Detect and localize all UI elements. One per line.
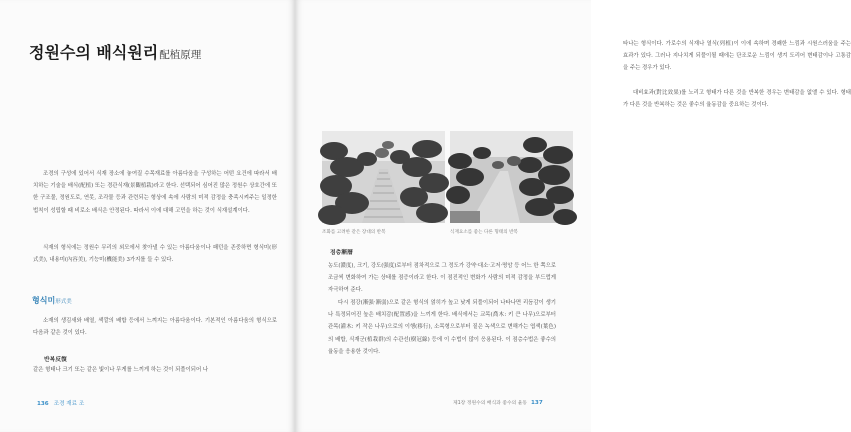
- chapter-title: [29, 40, 201, 63]
- subheading-repeat-hanja: 反復: [55, 357, 67, 363]
- gradation-paragraph-2: 다시 점강(漸强·漸弱)으로 같은 형식의 얽히가 높고 낮게 되풀이되어 나타나면 리듬감이 생기나 특정되어진 높은 배치감(配置感)을 느끼게 한다. 배식에서는 교목(喬木: 키 큰 나무)으로부터 관목(灌木: 키 작은 나무)으로의 이행(移行), 소목형으로부터 짙은 녹색으로 변해가는 엽색(葉色)의 배합, 식재군(植栽群)의 수관선(樹冠線) 등에 이 수법이 많이 응용된다. 이 점층수법은 좋수의 율동을 응용한 것이다.: [328, 300, 556, 355]
- title-main: 정원수의 배식원리: [29, 43, 159, 62]
- left-folio: [37, 399, 84, 407]
- right-page-number: 137: [531, 400, 543, 406]
- photo-1-caption: 조화를 고려한 같은 장대의 반복: [322, 230, 386, 235]
- gradation-paragraph: 농도(濃度), 크기, 강도(强度)로부터 점차적으로 그 정도가 강약·대소·고저·명암 등 어느 한 쪽으로 조금씩 변화하여 가는 상태를 점증이라고 한다. 이 점진적인 변화가 사람의 미적 감정을 부드럽게 자극하여 준다.: [328, 263, 556, 294]
- right-running-title: 제1장 정원수의 배식과 좋수의 율동: [453, 401, 528, 406]
- intro-paragraph-2: 식재의 형식에는 정원수 무리의 외모에서 찾아낼 수 있는 아름다움이나 패턴을 존중하면 형식미(形式美), 내용미(內容美), 기능미(機能美) 3가지를 들 수 있다.: [33, 245, 277, 264]
- left-page-number: 136: [37, 401, 49, 407]
- repeat-paragraph: 같은 형태나 크기 또는 같은 빛이나 무게를 느끼게 하는 것이 되풀이되어 나: [33, 367, 209, 373]
- intro-paragraph-1: 조경의 구성에 있어서 식재 장소에 놓여질 수목재료를 아름다움을 구성하는 어떤 요건에 따라서 배치하는 기술을 배식(配植) 또는 경관식재(景觀植栽)라고 한다. 선택되어 심어진 많은 정원수 상호간에 또한 구조물, 정원도로, 연못, 조각물 등과 관련되는 형상에 속에 사람의 미적 감정을 충족시켜주는 일정한 법칙이 성립할 때 비로소 배식은 안정된다. 따라서 이에 대해 고민을 하는 것이 식재설계이다.: [33, 171, 277, 214]
- subheading-repeat-text: 반복: [44, 357, 56, 363]
- subheading-gradation-text: 점층: [330, 250, 342, 256]
- photo-path-pines: [450, 131, 573, 223]
- section-paragraph: 소재의 생김새와 배열, 색깔의 배합 등에서 느껴지는 아름다움이다. 기본적인 아름다움의 형식으로 다음과 같은 것이 있다.: [33, 318, 277, 337]
- right-folio: [453, 399, 543, 406]
- section-heading: [32, 295, 72, 306]
- subheading-repeat: [44, 354, 67, 363]
- title-hanja: 配植原理: [159, 49, 202, 61]
- photo-stairs-pines: [322, 131, 445, 223]
- subheading-gradation: [330, 247, 353, 256]
- photo-2-caption: 식재요소를 좋는 다른 형태의 반복: [450, 230, 518, 235]
- section-heading-hanja: 形式美: [55, 299, 72, 305]
- subheading-gradation-hanja: 漸層: [341, 250, 353, 256]
- right-top-paragraph: 타나는 형식이다. 가로수의 식재나 열식(列植)이 이에 속하며 경쾌한 느낌과 시원스러움을 주는 효과가 있다. 그러나 지나치게 되풀이될 때에는 단조로운 느낌이 생겨 도리어 변태감이나 고통감을 주는 경우가 있다.: [623, 41, 851, 72]
- left-running-title: 조경 재료 조: [53, 401, 85, 407]
- left-page: [0, 0, 295, 432]
- section-heading-text: 형식미: [32, 296, 56, 305]
- right-top-paragraph-2: 대비효과(對比效果)를 노리고 형태가 다른 것을 반복한 경우는 변태감을 없앨 수 있다. 형태가 다른 것을 반복하는 것은 좋수의 율동감을 중요하는 것이다.: [623, 90, 851, 109]
